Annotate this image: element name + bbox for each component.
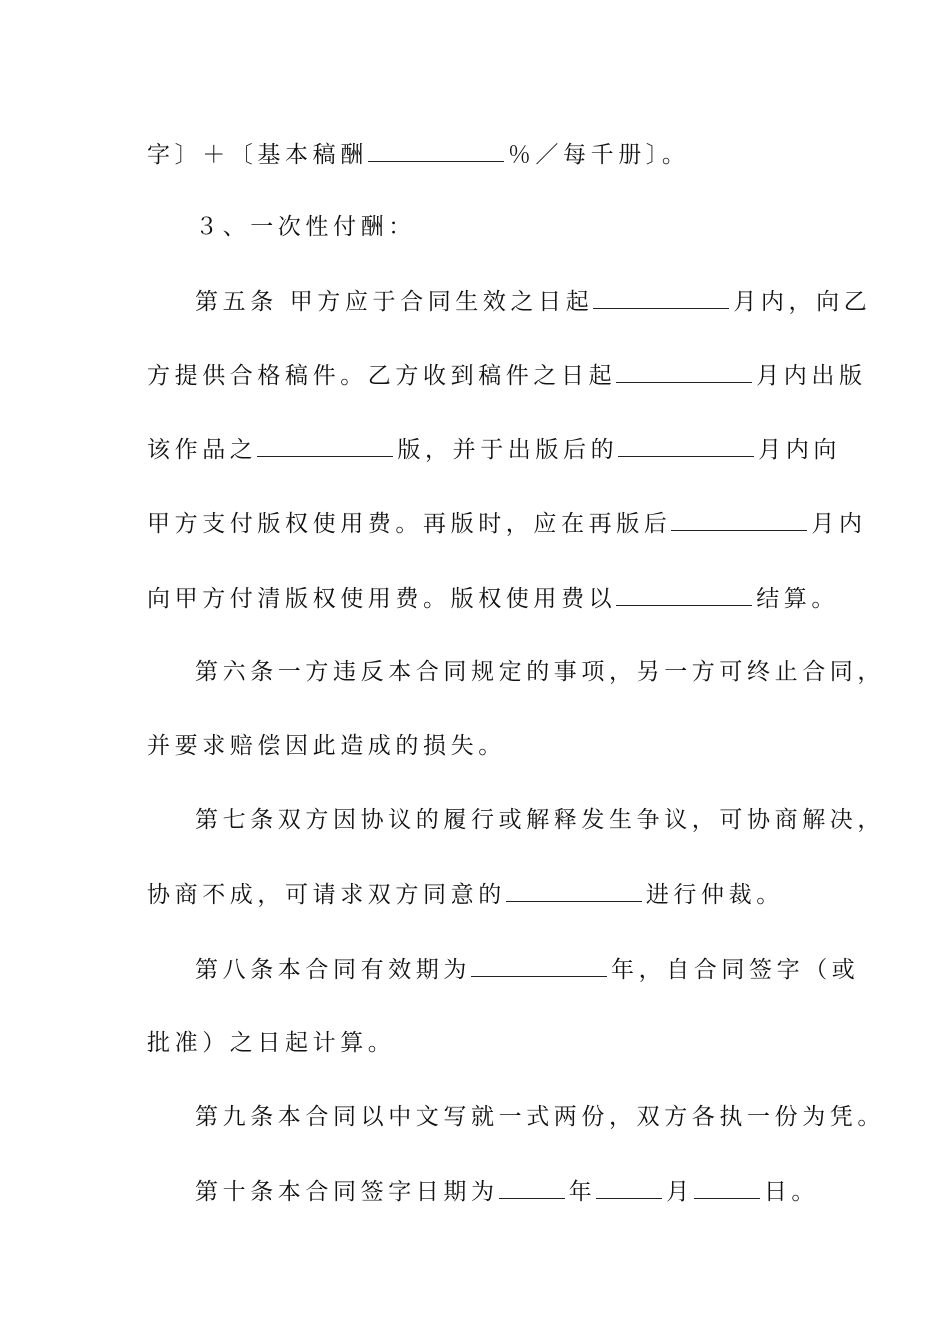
fee-formula-line — [147, 139, 690, 170]
text-segment: 甲方支付版权使用费。再版时，应在再版后 — [147, 511, 672, 537]
text-segment: ％／每千册〕。 — [507, 142, 690, 168]
text-segment: 第十条本合同签字日期为 — [195, 1179, 499, 1205]
text-segment: 月 — [666, 1179, 694, 1205]
blank-field[interactable] — [506, 879, 642, 902]
text-segment: 并要求赔偿因此造成的损失。 — [147, 733, 506, 759]
text-segment: 月内 — [811, 511, 867, 537]
article-8-line-1 — [195, 954, 859, 985]
text-segment: 批准）之日起计算。 — [147, 1030, 396, 1056]
article-5-line-5 — [147, 583, 839, 614]
article-5-line-1 — [195, 286, 871, 317]
text-segment: 结算。 — [756, 586, 840, 612]
text-segment: ３、一次性付酬： — [195, 214, 416, 240]
text-segment: 协商不成，可请求双方同意的 — [147, 882, 506, 908]
blank-field[interactable] — [671, 508, 807, 531]
text-segment: 第五条 甲方应于合同生效之日起 — [195, 289, 594, 315]
blank-field[interactable] — [471, 954, 607, 977]
article-10-line — [195, 1176, 819, 1207]
blank-field-month[interactable] — [596, 1176, 662, 1199]
text-segment: 方提供合格稿件。乙方收到稿件之日起 — [147, 363, 617, 389]
article-5-line-4 — [147, 508, 867, 539]
text-segment: 进行仲裁。 — [645, 882, 784, 908]
text-segment: 版，并于出版后的 — [397, 437, 619, 463]
text-segment: 第九条本合同以中文写就一式两份，双方各执一份为凭。 — [195, 1104, 885, 1130]
text-segment: 字〕＋〔基本稿酬 — [147, 142, 368, 168]
text-segment: 月内向 — [758, 437, 842, 463]
blank-field[interactable] — [616, 360, 752, 383]
text-segment: 月内，向乙 — [733, 289, 872, 315]
text-segment: 年 — [568, 1179, 597, 1205]
text-segment: 第七条双方因协议的履行或解释发生争议，可协商解决， — [195, 807, 885, 833]
blank-field[interactable] — [257, 434, 393, 457]
article-9-line — [195, 1102, 885, 1132]
text-segment: 第六条一方违反本合同规定的事项，另一方可终止合同， — [195, 659, 885, 685]
text-segment: 第八条本合同有效期为 — [195, 957, 471, 983]
blank-field[interactable] — [616, 583, 752, 606]
article-5-line-3 — [147, 434, 841, 465]
text-segment: 日。 — [763, 1179, 820, 1205]
blank-field[interactable] — [593, 286, 729, 309]
text-segment: 月内出版 — [756, 363, 867, 389]
text-segment: 向甲方付清版权使用费。版权使用费以 — [147, 586, 617, 612]
blank-field[interactable] — [618, 434, 754, 457]
article-8-line-2 — [147, 1028, 395, 1058]
lump-sum-heading — [195, 212, 416, 242]
blank-field[interactable] — [368, 139, 504, 162]
article-7-line-2 — [147, 879, 784, 910]
blank-field-year[interactable] — [499, 1176, 565, 1199]
article-6-line-2 — [147, 731, 506, 761]
article-6-line-1 — [195, 657, 885, 687]
article-5-line-2 — [147, 360, 867, 391]
article-7-line-1 — [195, 805, 885, 835]
text-segment: 年，自合同签字（或 — [611, 957, 860, 983]
text-segment: 该作品之 — [147, 437, 258, 463]
blank-field-day[interactable] — [694, 1176, 760, 1199]
